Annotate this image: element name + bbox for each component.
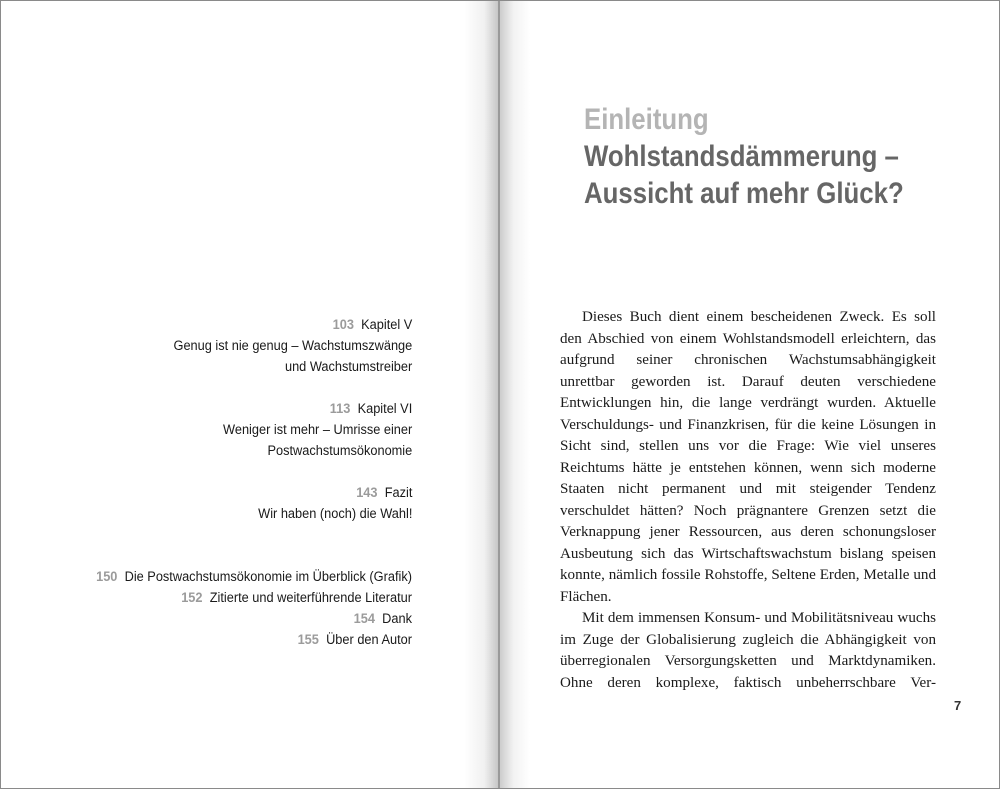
gutter-shadow (500, 1, 530, 788)
toc-title-line: Wir haben (noch) die Wahl! (257, 506, 412, 522)
toc-appendix-label: Zitierte und weiterführende Literatur (209, 590, 412, 606)
toc-page-number: 150 (96, 569, 118, 585)
chapter-label: Einleitung (584, 103, 709, 136)
chapter-heading (584, 101, 904, 212)
toc-page-number: 103 (332, 317, 354, 333)
toc-appendix-item (96, 567, 412, 588)
toc-title-line: und Wachstumstreiber (284, 359, 412, 375)
gutter-shadow (464, 1, 498, 788)
toc-chapter-label: Fazit (384, 485, 412, 501)
toc-chapter-label: Kapitel VI (357, 401, 412, 417)
page-number: 7 (954, 698, 962, 713)
toc-title-line: Weniger ist mehr – Umrisse einer (222, 422, 412, 438)
toc-title-line: Postwachstumsökonomie (267, 443, 412, 459)
chapter-title-line: Aussicht auf mehr Glück? (584, 177, 904, 210)
toc-appendix-label: Über den Autor (326, 632, 412, 648)
right-page (500, 1, 999, 788)
toc-title-line: Genug ist nie genug – Wachstumszwänge (173, 338, 412, 354)
toc-appendix (96, 567, 412, 651)
toc-entry-kapitel-vi (223, 399, 412, 462)
chapter-title-line: Wohlstandsdämmerung – (584, 140, 899, 173)
toc-page-number: 154 (353, 611, 375, 627)
toc-page-number: 155 (297, 632, 319, 648)
toc-appendix-item (96, 609, 412, 630)
toc-appendix-label: Dank (382, 611, 412, 627)
toc-page-number: 152 (181, 590, 203, 606)
toc-entry-fazit (258, 483, 412, 525)
toc-appendix-label: Die Postwachstumsökonomie im Überblick (Grafik) (124, 569, 412, 585)
toc-page-number: 113 (329, 401, 351, 417)
toc-chapter-label: Kapitel V (360, 317, 412, 333)
toc-page-number: 143 (355, 485, 378, 501)
paragraph: Mit dem immensen Konsum- und Mobilitätsniveau wuchs im Zuge der Globalisierung zugleich die Abhängigkeit von überregionalen Versorgungsketten und Marktdynamiken. Ohne deren komplexe, faktisch unbeherrschbare Ver- (560, 610, 936, 691)
toc-appendix-item (96, 588, 412, 609)
paragraph: Dieses Buch dient einem bescheidenen Zweck. Es soll den Abschied von einem Wohlstandsmodell erleichtern, das aufgrund seiner chronischen Wachstumsabhängigkeit unrettbar geworden ist. Darauf deuten verschiedene Entwicklungen hin, die lange verdrängt wurden. Aktuelle Verschuldungs- und Finanzkrisen, für die keine Lösungen in Sicht sind, stellen uns vor die Frage: Wie viel unseres Reichtums hätte je entstehen können, wenn sich moderne Staaten nicht permanent und mit steigender Tendenz verschuldet hätten? Noch prägnantere Grenzen setzt die Verknappung jener Ressourcen, aus deren schonungsloser Ausbeutung sich das Wirtschaftswachstum bislang speisen konnte, nämlich fossile Rohstoffe, Seltene Erden, Metalle und Flächen. (560, 309, 936, 605)
body-text (560, 307, 936, 694)
toc-appendix-item (96, 630, 412, 651)
left-page (1, 1, 498, 788)
toc-entry-kapitel-v (173, 315, 412, 378)
